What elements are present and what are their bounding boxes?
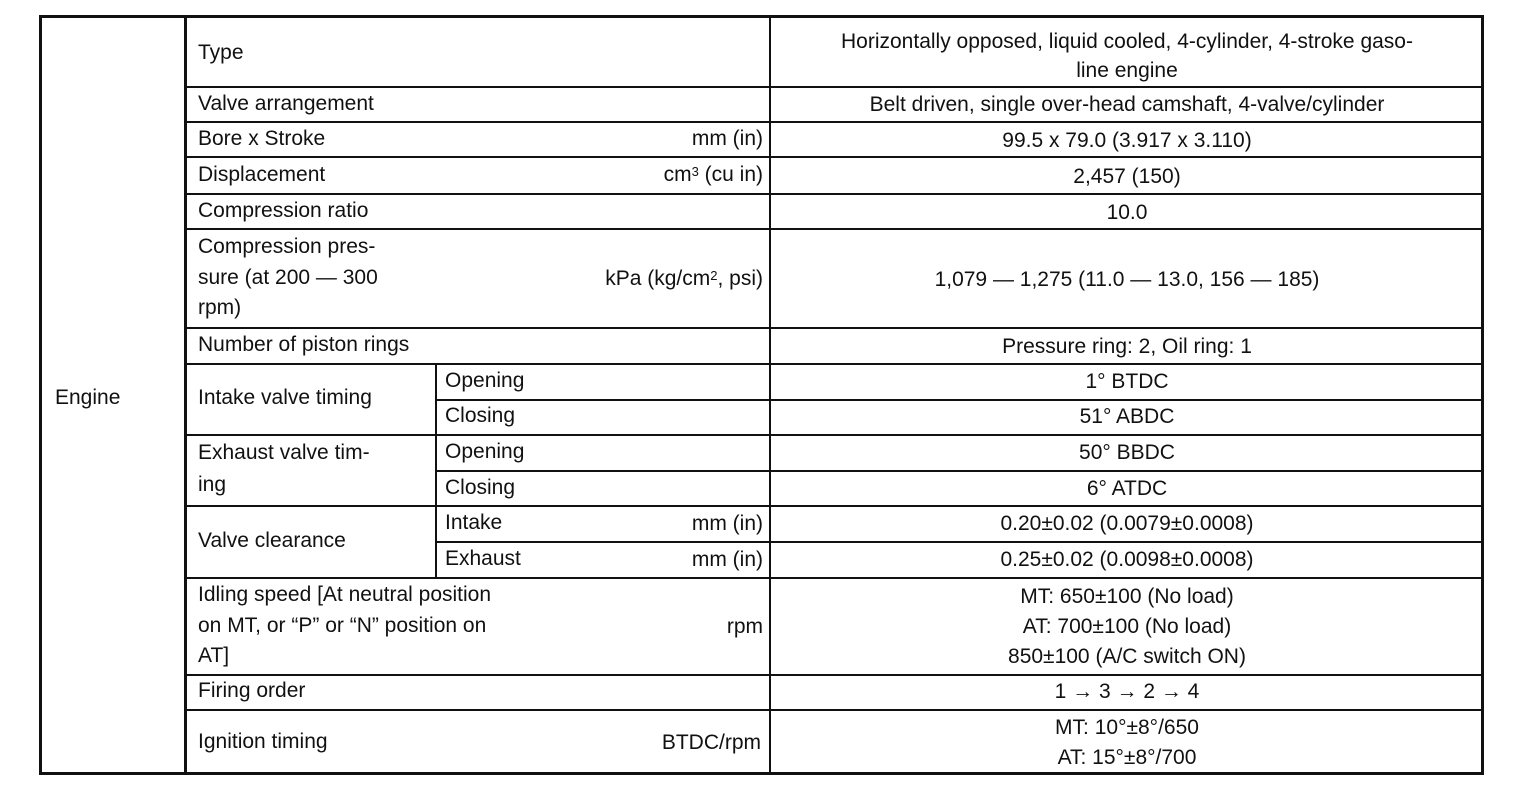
row-label: rpm) (198, 296, 242, 319)
row-label: on MT, or “P” or “N” position on (198, 614, 487, 637)
row-unit: kPa ($kg/cm^2$, psi) (605, 267, 763, 290)
row-value: 1 → 3 → 2 → 4 (1054, 680, 1200, 703)
sub-label: Opening (445, 440, 525, 463)
row-label: Compression pres- (198, 235, 376, 258)
row-label: Displacement (198, 163, 326, 186)
row-value: 50° BBDC (1079, 441, 1175, 464)
row-value: 99.5 x 79.0 (3.917 x 3.110) (1002, 129, 1252, 152)
row-unit: mm (in) (691, 548, 763, 571)
row-label: Type (198, 41, 244, 64)
sub-label: Closing (445, 404, 516, 427)
group-label: Exhaust valve tim- (198, 441, 370, 464)
row-label: sure (at 200 — 300 (198, 266, 378, 289)
row-unit: mm (in) (691, 127, 763, 150)
row-value: AT: 15°±8°/700 (1057, 746, 1197, 769)
row-value: line engine (1076, 59, 1178, 82)
row-label: Number of piston rings (198, 333, 410, 356)
row-unit: BTDC/rpm (661, 731, 761, 754)
row-value: 850±100 (A/C switch ON) (1008, 645, 1246, 668)
row-value: 1,079 — 1,275 (11.0 — 13.0, 156 — 185) (934, 268, 1320, 291)
row-label: Ignition timing (198, 730, 328, 753)
row-value: MT: 650±100 (No load) (1020, 585, 1234, 608)
row-value: 1° BTDC (1085, 370, 1169, 393)
sub-label: Intake (445, 511, 503, 534)
section-label: Engine (55, 386, 121, 409)
row-unit: mm (in) (691, 512, 763, 535)
row-label: Compression ratio (198, 199, 369, 222)
row-unit: $cm^3$ (cu in) (663, 163, 763, 186)
row-value: Pressure ring: 2, Oil ring: 1 (1002, 335, 1252, 358)
row-value: 51° ABDC (1079, 405, 1175, 428)
row-value: Belt driven, single over-head camshaft, 4-valve/cylinder (869, 93, 1385, 116)
row-value: 2,457 (150) (1073, 165, 1181, 188)
group-label: Valve clearance (198, 529, 346, 552)
row-label: AT] (198, 644, 230, 667)
row-label: Bore x Stroke (198, 127, 326, 150)
row-value: MT: 10°±8°/650 (1055, 716, 1199, 739)
sub-label: Opening (445, 369, 525, 392)
row-value: 0.25±0.02 (0.0098±0.0008) (1000, 548, 1254, 571)
row-label: Valve arrangement (198, 92, 374, 115)
row-value: 0.20±0.02 (0.0079±0.0008) (1000, 512, 1254, 535)
sub-label: Closing (445, 476, 516, 499)
row-value: Horizontally opposed, liquid cooled, 4-cylinder, 4-stroke gaso- (841, 30, 1413, 53)
group-label: Intake valve timing (198, 386, 372, 409)
group-label: ing (198, 473, 227, 496)
row-label: Firing order (198, 679, 306, 702)
row-label: Idling speed [At neutral position (198, 583, 492, 606)
sub-label: Exhaust (445, 547, 521, 570)
row-value: 10.0 (1106, 201, 1148, 224)
row-value: AT: 700±100 (No load) (1022, 615, 1232, 638)
row-value: 6° ATDC (1086, 477, 1168, 500)
row-unit: rpm (726, 615, 763, 638)
